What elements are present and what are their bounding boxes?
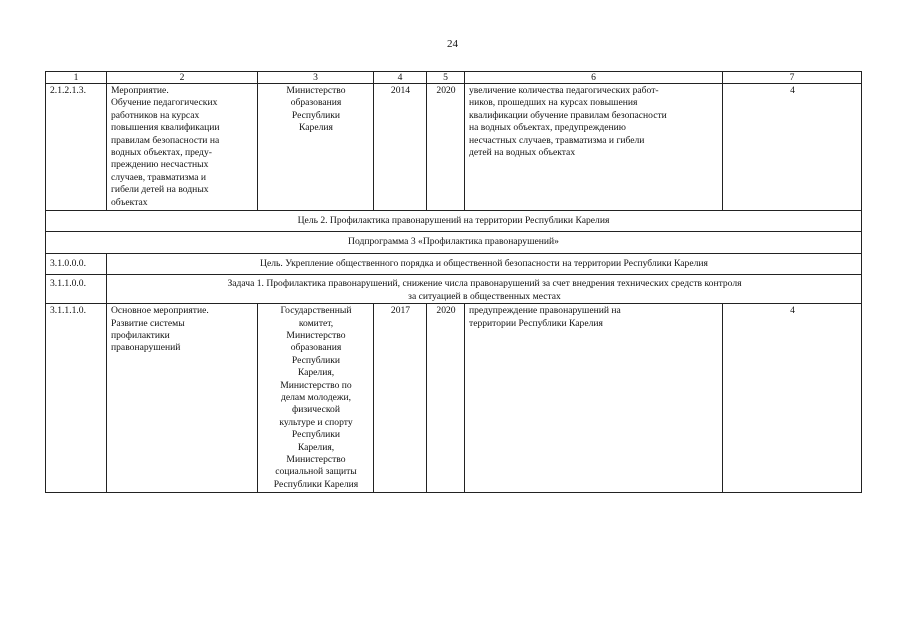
- goal-row: [46, 211, 862, 232]
- start-year: 2017: [374, 304, 427, 493]
- column-header-6: 6: [465, 72, 723, 84]
- row-code: 3.1.1.1.0.: [46, 304, 107, 493]
- column-number-row: [46, 72, 862, 84]
- expected-result: предупреждение правонарушений на территории Республики Карелия: [465, 304, 723, 493]
- table-row: [46, 304, 862, 493]
- goal-text: Цель. Укрепление общественного порядка и общественной безопасности на территории Республики Карелия: [107, 253, 862, 274]
- table-row: [46, 253, 862, 274]
- table-row: [46, 275, 862, 304]
- column-header-4: 4: [374, 72, 427, 84]
- table-row: [46, 84, 862, 211]
- program-table: [45, 71, 862, 493]
- expected-result: увеличение количества педагогических работ- ников, прошедших на курсах повышения квалификации обучение правилам безопасности на водных объектах, предупреждению несчастных случаев, травматизма и гибели детей на водных объектах: [465, 84, 723, 211]
- page-number: 24: [447, 38, 458, 50]
- start-year: 2014: [374, 84, 427, 211]
- task-text: Задача 1. Профилактика правонарушений, снижение числа правонарушений за счет внедрения технических средств контроля за ситуацией в общественных местах: [107, 275, 862, 304]
- column-header-2: 2: [107, 72, 258, 84]
- executor: Министерство образования Республики Карелия: [258, 84, 374, 211]
- row-code: 3.1.1.0.0.: [46, 275, 107, 304]
- goal-2-heading: Цель 2. Профилактика правонарушений на территории Республики Карелия: [46, 211, 862, 232]
- column-header-3: 3: [258, 72, 374, 84]
- row-code: 2.1.2.1.3.: [46, 84, 107, 211]
- executor: Государственный комитет, Министерство образования Республики Карелия, Министерство по делам молодежи, физической культуре и спорту Республики Карелия, Министерство социальной защиты Республики Карелия: [258, 304, 374, 493]
- column-header-1: 1: [46, 72, 107, 84]
- end-year: 2020: [427, 304, 465, 493]
- subprogram-row: [46, 232, 862, 253]
- column-7-value: 4: [723, 84, 862, 211]
- column-header-5: 5: [427, 72, 465, 84]
- row-code: 3.1.0.0.0.: [46, 253, 107, 274]
- column-7-value: 4: [723, 304, 862, 493]
- column-header-7: 7: [723, 72, 862, 84]
- subprogram-3-heading: Подпрограмма 3 «Профилактика правонарушений»: [46, 232, 862, 253]
- event-name: Основное мероприятие. Развитие системы профилактики правонарушений: [107, 304, 258, 493]
- end-year: 2020: [427, 84, 465, 211]
- event-name: Мероприятие. Обучение педагогических работников на курсах повышения квалификации правилам безопасности на водных объектах, преду- преждению несчастных случаев, травматизма и гибели детей на водных объектах: [107, 84, 258, 211]
